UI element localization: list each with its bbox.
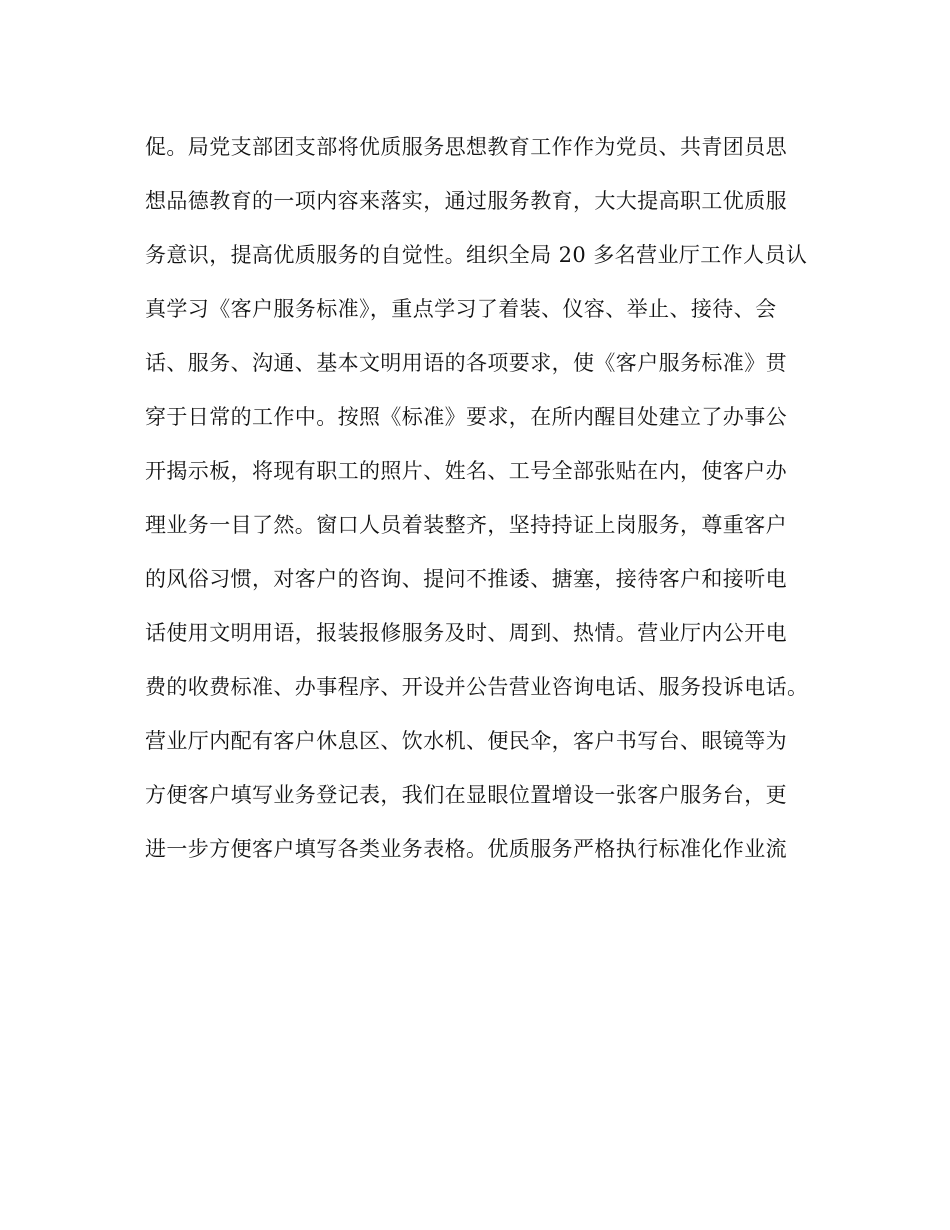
text-line: 务意识，提高优质服务的自觉性。组织全局 20 多名营业厅工作人员认 (145, 243, 808, 267)
text-line: 的风俗习惯，对客户的咨询、提问不推诿、搪塞，接待客户和接听电 (145, 567, 787, 591)
text-line: 穿于日常的工作中。按照《标准》要求，在所内醒目处建立了办事公 (145, 405, 787, 429)
text-line: 开揭示板，将现有职工的照片、姓名、工号全部张贴在内，使客户办 (145, 459, 787, 483)
text-line: 营业厅内配有客户休息区、饮水机、便民伞，客户书写台、眼镜等为 (145, 729, 787, 753)
text-line: 理业务一目了然。窗口人员着装整齐，坚持持证上岗服务，尊重客户 (145, 513, 787, 537)
document-body (145, 120, 845, 876)
text-line: 话、服务、沟通、基本文明用语的各项要求，使《客户服务标准》贯 (145, 351, 787, 375)
text-line: 费的收费标准、办事程序、开设并公告营业咨询电话、服务投诉电话。 (145, 675, 809, 699)
text-line: 真学习《客户服务标准》，重点学习了着装、仪容、举止、接待、会 (145, 297, 777, 321)
text-line: 进一步方便客户填写各类业务表格。优质服务严格执行标准化作业流 (145, 837, 787, 861)
text-line: 促。局党支部团支部将优质服务思想教育工作作为党员、共青团员思 (145, 135, 787, 159)
text-line: 想品德教育的一项内容来落实，通过服务教育，大大提高职工优质服 (145, 189, 787, 213)
text-line: 方便客户填写业务登记表，我们在显眼位置增设一张客户服务台，更 (145, 783, 787, 807)
text-line: 话使用文明用语，报装报修服务及时、周到、热情。营业厅内公开电 (145, 621, 787, 645)
